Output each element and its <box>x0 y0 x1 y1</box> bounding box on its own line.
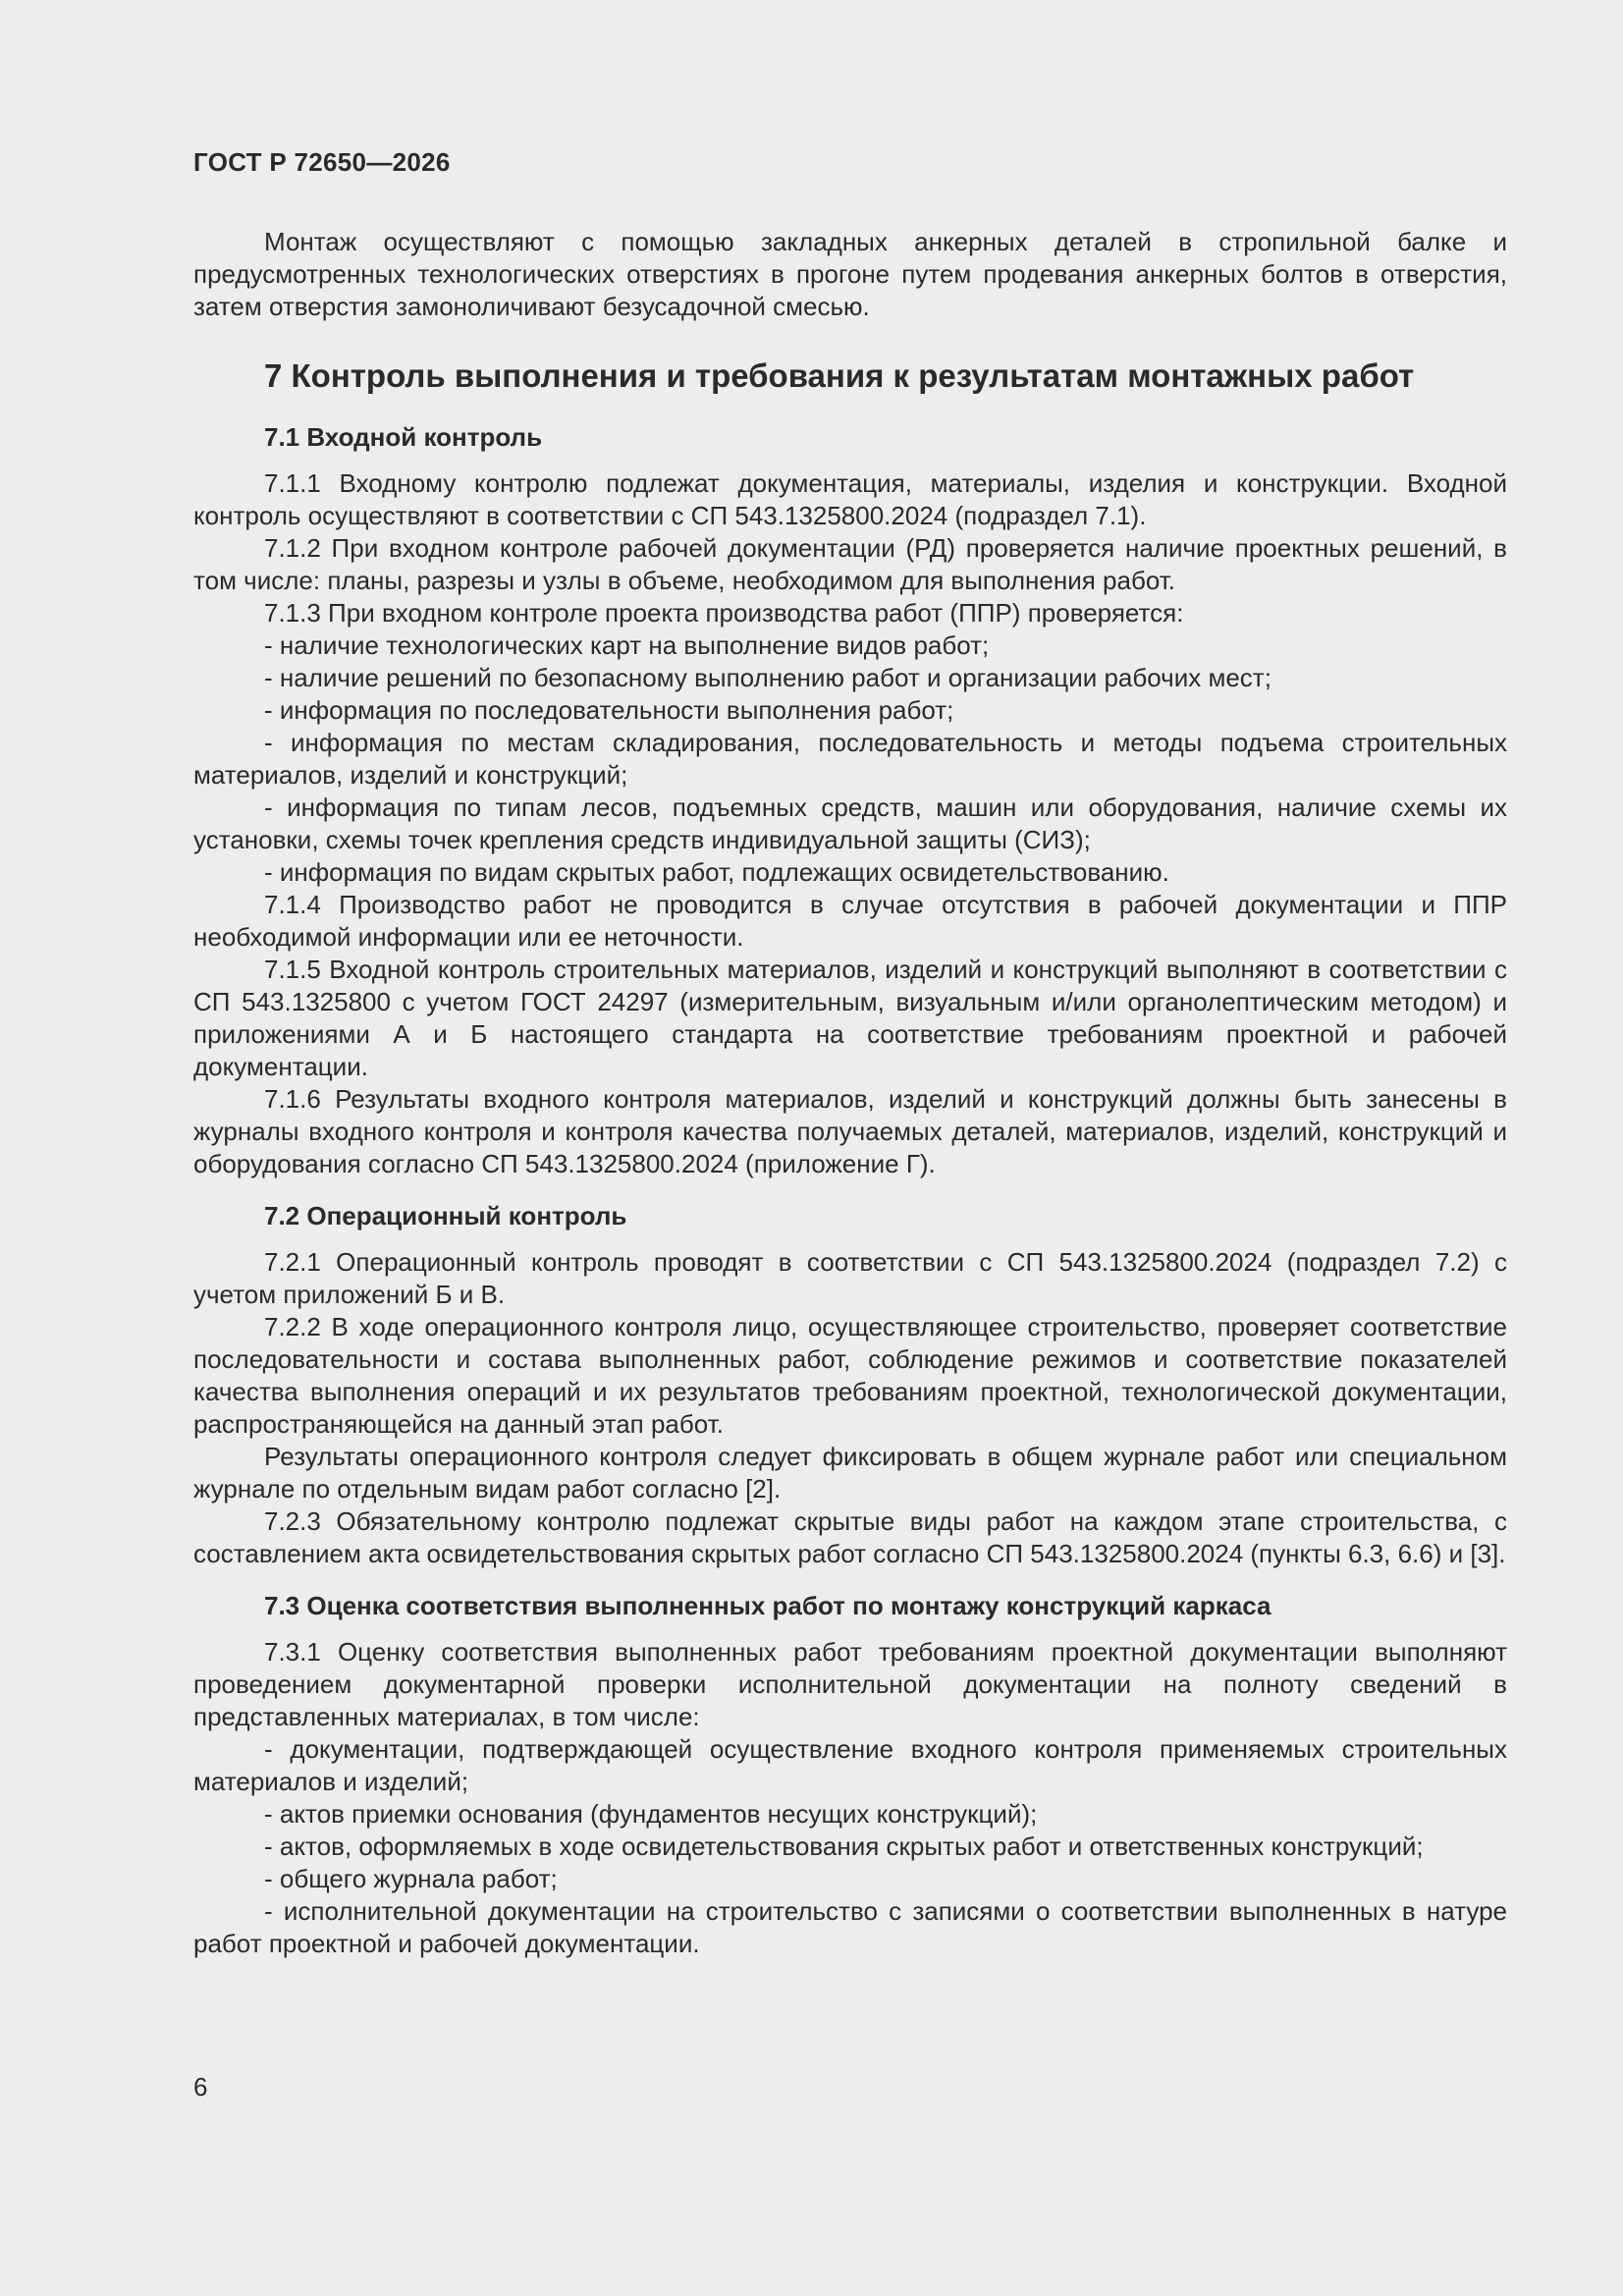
list-item: - актов приемки основания (фундаментов несущих конструкций); <box>264 1799 1038 1829</box>
list-item: - информация по типам лесов, подъемных средств, машин или оборудования, наличие схемы их установки, схемы точек крепления средств индивидуальной защиты (СИЗ); <box>193 793 1507 854</box>
paragraph-7-2-2: 7.2.2 В ходе операционного контроля лицо, осуществляющее строительство, проверяет соответствие последовательности и состава выполненных работ, соблюдение режимов и соответствие показателей качества выполнения операций и их результатов требованиям проектной, технологической документации, распространяющейся на данный этап работ. <box>193 1312 1507 1439</box>
list-item: - наличие технологических карт на выполнение видов работ; <box>264 630 990 660</box>
document-body <box>193 226 1507 1960</box>
list-item: - информация по последовательности выполнения работ; <box>264 695 954 725</box>
paragraph-7-2-1: 7.2.1 Операционный контроль проводят в соответствии с СП 543.1325800.2024 (подраздел 7.2) с учетом приложений Б и В. <box>193 1247 1507 1309</box>
list-item: - актов, оформляемых в ходе освидетельствования скрытых работ и ответственных конструкций; <box>264 1831 1424 1861</box>
list-item: - информация по видам скрытых работ, подлежащих освидетельствованию. <box>264 857 1169 887</box>
paragraph-7-1-1: 7.1.1 Входному контролю подлежат документация, материалы, изделия и конструкции. Входной контроль осуществляют в соответствии с СП 543.1325800.2024 (подраздел 7.1). <box>193 468 1507 530</box>
list-item: - наличие решений по безопасному выполнению работ и организации рабочих мест; <box>264 663 1271 692</box>
list-item: - исполнительной документации на строительство с записями о соответствии выполненных в натуре работ проектной и рабочей документации. <box>193 1896 1507 1958</box>
section-7-title: 7 Контроль выполнения и требования к результатам монтажных работ <box>264 357 1415 394</box>
paragraph-7-1-4: 7.1.4 Производство работ не проводится в случае отсутствия в рабочей документации и ППР необходимой информации или ее неточности. <box>193 890 1507 952</box>
subsection-7-1-title: 7.1 Входной контроль <box>264 422 543 452</box>
list-item: - общего журнала работ; <box>264 1864 558 1893</box>
paragraph-7-1-5: 7.1.5 Входной контроль строительных материалов, изделий и конструкций выполняют в соответствии с СП 543.1325800 с учетом ГОСТ 24297 (измерительным, визуальным и/или органолептическим методом) и приложениями А и Б настоящего стандарта на соответствие требованиям проектной и рабочей документации. <box>193 955 1507 1081</box>
paragraph-7-1-3: 7.1.3 При входном контроле проекта производства работ (ППР) проверяется: <box>264 598 1184 628</box>
subsection-7-3-title: 7.3 Оценка соответствия выполненных работ по монтажу конструкций каркаса <box>264 1591 1271 1620</box>
subsection-7-2-title: 7.2 Операционный контроль <box>264 1201 627 1230</box>
paragraph-7-1-6: 7.1.6 Результаты входного контроля материалов, изделий и конструкций должны быть занесены в журналы входного контроля и контроля качества получаемых деталей, материалов, изделий, конструкций и оборудования согласно СП 543.1325800.2024 (приложение Г). <box>193 1084 1507 1178</box>
paragraph-7-3-1: 7.3.1 Оценку соответствия выполненных работ требованиям проектной документации выполняют проведением документарной проверки исполнительной документации на полноту сведений в представленных материалах, в том числе: <box>193 1637 1507 1731</box>
document-code: ГОСТ Р 72650—2026 <box>193 147 451 177</box>
paragraph-7-2-2-cont: Результаты операционного контроля следует фиксировать в общем журнале работ или специальном журнале по отдельным видам работ согласно [2]. <box>193 1442 1507 1503</box>
paragraph-7-1-2: 7.1.2 При входном контроле рабочей документации (РД) проверяется наличие проектных решений, в том числе: планы, разрезы и узлы в объеме, необходимом для выполнения работ. <box>193 533 1507 595</box>
intro-paragraph: Монтаж осуществляют с помощью закладных анкерных деталей в стропильной балке и предусмотренных технологических отверстиях в прогоне путем продевания анкерных болтов в отверстия, затем отверстия замоноличивают безусадочной смесью. <box>193 227 1507 321</box>
paragraph-7-2-3: 7.2.3 Обязательному контролю подлежат скрытые виды работ на каждом этапе строительства, с составлением акта освидетельствования скрытых работ согласно СП 543.1325800.2024 (пункты 6.3, 6.6) и [3]. <box>193 1506 1507 1568</box>
list-item: - документации, подтверждающей осуществление входного контроля применяемых строительных материалов и изделий; <box>193 1734 1507 1796</box>
page-number: 6 <box>193 2072 208 2102</box>
list-item: - информация по местам складирования, последовательность и методы подъема строительных материалов, изделий и конструкций; <box>193 728 1507 790</box>
